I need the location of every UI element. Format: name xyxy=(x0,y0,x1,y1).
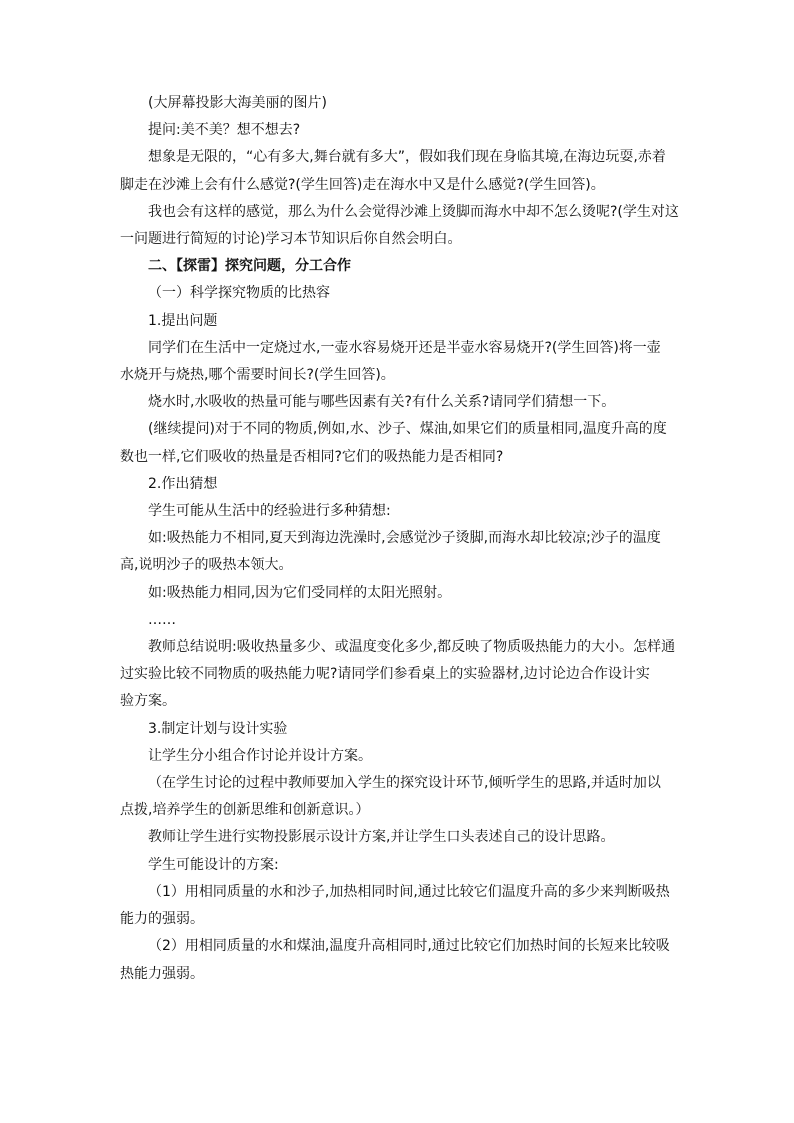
section-heading: 二、【探雷】探究问题，分工合作 xyxy=(148,258,351,275)
list-item-1-line-2: 能力的强弱。 xyxy=(120,911,204,928)
paragraph-line-4: 脚走在沙滩上会有什么感觉?(学生回答)走在海水中又是什么感觉?(学生回答)。 xyxy=(120,176,605,193)
list-item-2-line-2: 热能力强弱。 xyxy=(120,965,204,982)
paragraph-line-26: （在学生讨论的过程中教师要加入学生的探究设计环节,倾听学生的思路,并适时加以 xyxy=(148,775,661,792)
step-heading-1: 1.提出问题 xyxy=(148,312,218,329)
paragraph-line-11: 水烧开与烧热,哪个需要时间长?(学生回答)。 xyxy=(120,367,395,384)
subsection-heading: （一）科学探究物质的比热容 xyxy=(148,285,330,302)
paragraph-line-17: 如:吸热能力不相同,夏天到海边洗澡时,会感觉沙子烫脚,而海水却比较凉;沙子的温度 xyxy=(148,530,661,547)
paragraph-line-19: 如:吸热能力相同,因为它们受同样的太阳光照射。 xyxy=(148,584,452,601)
paragraph-line-13: (继续提问)对于不同的物质,例如,水、沙子、煤油,如果它们的质量相同,温度升高的度 xyxy=(148,421,667,438)
paragraph-line-21: 教师总结说明:吸收热量多少、或温度变化多少,都反映了物质吸热能力的大小。怎样通 xyxy=(148,639,676,656)
paragraph-line-6: 一问题进行简短的讨论)学习本节知识后你自然会明白。 xyxy=(120,231,462,248)
paragraph-line-23: 验方案。 xyxy=(120,693,176,710)
paragraph-line-25: 让学生分小组合作讨论并设计方案。 xyxy=(148,747,372,764)
paragraph-line-22: 过实验比较不同物质的吸热能力呢?请同学们参看桌上的实验器材,边讨论边合作设计实 xyxy=(120,666,650,683)
paragraph-line-2: 提问:美不美？想不想去? xyxy=(148,122,301,139)
step-heading-3: 3.制定计划与设计实验 xyxy=(148,720,288,737)
paragraph-line-5: 我也会有这样的感觉，那么为什么会觉得沙滩上烫脚而海水中却不怎么烫呢?(学生对这 xyxy=(148,203,679,220)
step-heading-2: 2.作出猜想 xyxy=(148,475,218,492)
paragraph-line-12: 烧水时,水吸收的热量可能与哪些因素有关?有什么关系?请同学们猜想一下。 xyxy=(148,394,616,411)
paragraph-line-28: 教师让学生进行实物投影展示设计方案,并让学生口头表述自己的设计思路。 xyxy=(148,829,615,846)
paragraph-line-10: 同学们在生活中一定烧过水,一壶水容易烧开还是半壶水容易烧开?(学生回答)将一壶 xyxy=(148,339,661,356)
ellipsis-line: …… xyxy=(148,611,176,628)
paragraph-line-18: 高,说明沙子的吸热本领大。 xyxy=(120,557,293,574)
document-page xyxy=(120,90,680,988)
paragraph-line-1: (大屏幕投影大海美丽的图片) xyxy=(148,95,327,111)
paragraph-line-16: 学生可能从生活中的经验进行多种猜想: xyxy=(148,503,391,520)
paragraph-line-14: 数也一样,它们吸收的热量是否相同?它们的吸热能力是否相同? xyxy=(120,448,504,465)
paragraph-line-3: 想象是无限的，“心有多大,舞台就有多大”，假如我们现在身临其境,在海边玩耍,赤着 xyxy=(148,149,666,166)
paragraph-line-27: 点拨,培养学生的创新思维和创新意识。） xyxy=(120,802,370,819)
list-item-1-line-1: （1）用相同质量的水和沙子,加热相同时间,通过比较它们温度升高的多少来判断吸热 xyxy=(148,883,670,900)
paragraph-line-29: 学生可能设计的方案: xyxy=(148,856,279,873)
list-item-2-line-1: （2）用相同质量的水和煤油,温度升高相同时,通过比较它们加热时间的长短来比较吸 xyxy=(148,938,670,955)
